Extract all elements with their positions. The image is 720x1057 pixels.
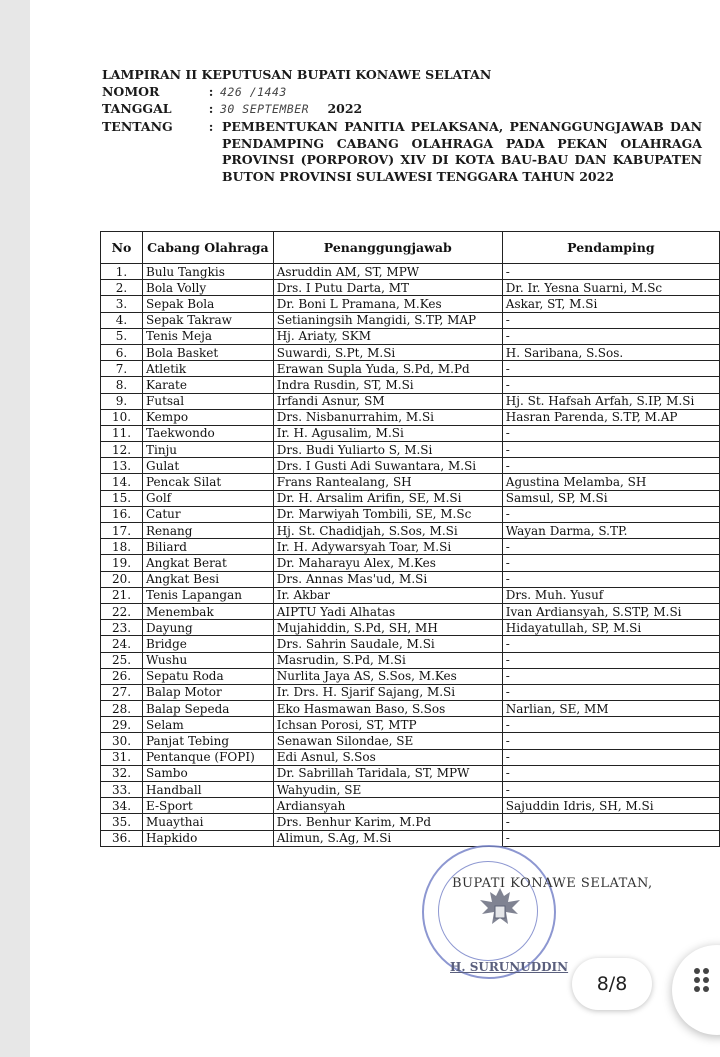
row-pendamping: Narlian, SE, MM: [502, 701, 719, 717]
row-cabang-olahraga: Tenis Lapangan: [143, 587, 274, 603]
dots-grid-icon[interactable]: [694, 968, 716, 1002]
row-cabang-olahraga: Dayung: [143, 620, 274, 636]
row-cabang-olahraga: Catur: [143, 506, 274, 522]
row-no: 18.: [101, 539, 143, 555]
row-penanggungjawab: Asruddin AM, ST, MPW: [273, 264, 502, 280]
row-cabang-olahraga: Selam: [143, 717, 274, 733]
row-penanggungjawab: Dr. Boni L Pramana, M.Kes: [273, 296, 502, 312]
signature-title: BUPATI KONAWE SELATAN,: [452, 876, 653, 891]
row-no: 21.: [101, 587, 143, 603]
row-cabang-olahraga: Sepak Takraw: [143, 312, 274, 328]
row-penanggungjawab: Drs. I Putu Darta, MT: [273, 280, 502, 296]
row-pendamping: -: [502, 328, 719, 344]
row-no: 8.: [101, 377, 143, 393]
row-penanggungjawab: Drs. Sahrin Saudale, M.Si: [273, 636, 502, 652]
row-penanggungjawab: Ir. H. Agusalim, M.Si: [273, 425, 502, 441]
row-cabang-olahraga: Wushu: [143, 652, 274, 668]
row-penanggungjawab: Mujahiddin, S.Pd, SH, MH: [273, 620, 502, 636]
row-no: 33.: [101, 782, 143, 798]
row-no: 1.: [101, 264, 143, 280]
row-cabang-olahraga: Hapkido: [143, 830, 274, 846]
row-cabang-olahraga: Karate: [143, 377, 274, 393]
header-pendamping: Pendamping: [502, 232, 719, 264]
row-pendamping: -: [502, 377, 719, 393]
table-row: [101, 539, 720, 555]
table-row: [101, 830, 720, 846]
row-pendamping: Ivan Ardiansyah, S.STP, M.Si: [502, 603, 719, 619]
row-penanggungjawab: Ir. H. Adywarsyah Toar, M.Si: [273, 539, 502, 555]
row-pendamping: -: [502, 684, 719, 700]
table-row: [101, 264, 720, 280]
row-pendamping: Askar, ST, M.Si: [502, 296, 719, 312]
row-no: 10.: [101, 409, 143, 425]
row-pendamping: -: [502, 361, 719, 377]
table-row: [101, 328, 720, 344]
table-row: [101, 782, 720, 798]
row-no: 9.: [101, 393, 143, 409]
nomor-line: [102, 84, 287, 100]
row-no: 15.: [101, 490, 143, 506]
row-no: 27.: [101, 684, 143, 700]
row-penanggungjawab: Irfandi Asnur, SM: [273, 393, 502, 409]
row-cabang-olahraga: Bola Volly: [143, 280, 274, 296]
row-no: 4.: [101, 312, 143, 328]
row-penanggungjawab: Ir. Akbar: [273, 587, 502, 603]
row-no: 12.: [101, 442, 143, 458]
row-penanggungjawab: Senawan Silondae, SE: [273, 733, 502, 749]
row-cabang-olahraga: Sepatu Roda: [143, 668, 274, 684]
row-no: 11.: [101, 425, 143, 441]
row-pendamping: -: [502, 652, 719, 668]
row-pendamping: -: [502, 539, 719, 555]
row-penanggungjawab: Dr. H. Arsalim Arifin, SE, M.Si: [273, 490, 502, 506]
table-row: [101, 425, 720, 441]
table-row: [101, 458, 720, 474]
table-row: [101, 555, 720, 571]
table-row: [101, 280, 720, 296]
row-cabang-olahraga: Pentanque (FOPI): [143, 749, 274, 765]
row-penanggungjawab: Hj. Ariaty, SKM: [273, 328, 502, 344]
row-no: 25.: [101, 652, 143, 668]
row-pendamping: Samsul, SP, M.Si: [502, 490, 719, 506]
tentang-line: [102, 119, 220, 135]
header-penanggungjawab: Penanggungjawab: [273, 232, 502, 264]
table-row: [101, 474, 720, 490]
row-cabang-olahraga: Atletik: [143, 361, 274, 377]
row-cabang-olahraga: Angkat Besi: [143, 571, 274, 587]
row-cabang-olahraga: Balap Sepeda: [143, 701, 274, 717]
row-no: 6.: [101, 344, 143, 360]
table-row: [101, 409, 720, 425]
row-cabang-olahraga: Panjat Tebing: [143, 733, 274, 749]
row-no: 32.: [101, 765, 143, 781]
table-row: [101, 571, 720, 587]
row-no: 16.: [101, 506, 143, 522]
row-cabang-olahraga: Biliard: [143, 539, 274, 555]
row-cabang-olahraga: Bulu Tangkis: [143, 264, 274, 280]
row-no: 22.: [101, 603, 143, 619]
page-indicator: 8/8: [572, 958, 652, 1010]
row-no: 23.: [101, 620, 143, 636]
row-cabang-olahraga: Gulat: [143, 458, 274, 474]
row-penanggungjawab: Ir. Drs. H. Sjarif Sajang, M.Si: [273, 684, 502, 700]
table-row: [101, 717, 720, 733]
row-no: 31.: [101, 749, 143, 765]
row-pendamping: -: [502, 442, 719, 458]
table-row: [101, 361, 720, 377]
row-no: 36.: [101, 830, 143, 846]
row-no: 3.: [101, 296, 143, 312]
row-pendamping: Hidayatullah, SP, M.Si: [502, 620, 719, 636]
tentang-colon: :: [208, 119, 214, 134]
table-row: [101, 377, 720, 393]
row-cabang-olahraga: Muaythai: [143, 814, 274, 830]
table-row: [101, 523, 720, 539]
table-row: [101, 684, 720, 700]
row-pendamping: -: [502, 749, 719, 765]
table-row: [101, 636, 720, 652]
row-penanggungjawab: Drs. Budi Yuliarto S, M.Si: [273, 442, 502, 458]
row-penanggungjawab: Suwardi, S.Pt, M.Si: [273, 344, 502, 360]
row-pendamping: Sajuddin Idris, SH, M.Si: [502, 798, 719, 814]
row-penanggungjawab: Drs. Annas Mas'ud, M.Si: [273, 571, 502, 587]
row-penanggungjawab: AIPTU Yadi Alhatas: [273, 603, 502, 619]
table-body: [101, 264, 720, 847]
table-row: [101, 490, 720, 506]
row-pendamping: Wayan Darma, S.TP.: [502, 523, 719, 539]
row-pendamping: -: [502, 264, 719, 280]
row-no: 20.: [101, 571, 143, 587]
row-no: 30.: [101, 733, 143, 749]
table-row: [101, 312, 720, 328]
row-penanggungjawab: Drs. Benhur Karim, M.Pd: [273, 814, 502, 830]
row-penanggungjawab: Wahyudin, SE: [273, 782, 502, 798]
row-cabang-olahraga: Angkat Berat: [143, 555, 274, 571]
row-penanggungjawab: Setianingsih Mangidi, S.TP, MAP: [273, 312, 502, 328]
row-cabang-olahraga: Balap Motor: [143, 684, 274, 700]
table-row: [101, 733, 720, 749]
row-cabang-olahraga: Menembak: [143, 603, 274, 619]
table-row: [101, 603, 720, 619]
row-no: 17.: [101, 523, 143, 539]
row-penanggungjawab: Edi Asnul, S.Sos: [273, 749, 502, 765]
row-cabang-olahraga: Sambo: [143, 765, 274, 781]
row-pendamping: -: [502, 830, 719, 846]
row-cabang-olahraga: Tenis Meja: [143, 328, 274, 344]
row-pendamping: -: [502, 506, 719, 522]
row-penanggungjawab: Drs. Nisbanurrahim, M.Si: [273, 409, 502, 425]
tanggal-value: 30 SEPTEMBER: [220, 102, 310, 116]
row-penanggungjawab: Indra Rusdin, ST, M.Si: [273, 377, 502, 393]
row-cabang-olahraga: Bridge: [143, 636, 274, 652]
table-row: [101, 668, 720, 684]
row-penanggungjawab: Dr. Marwiyah Tombili, SE, M.Sc: [273, 506, 502, 522]
row-pendamping: -: [502, 636, 719, 652]
row-pendamping: -: [502, 668, 719, 684]
row-cabang-olahraga: Golf: [143, 490, 274, 506]
assignment-table: [100, 231, 720, 847]
table-row: [101, 393, 720, 409]
header-no: No: [101, 232, 143, 264]
tentang-value: PEMBENTUKAN PANITIA PELAKSANA, PENANGGUNGJAWAB DAN PENDAMPING CABANG OLAHRAGA PADA PEKAN OLAHRAGA PROVINSI (PORPOROV) XIV DI KOTA BAU-BAU DAN KABUPATEN BUTON PROVINSI SULAWESI TENGGARA TAHUN 2022: [222, 119, 702, 184]
table-header-row: [101, 232, 720, 264]
row-no: 13.: [101, 458, 143, 474]
row-pendamping: H. Saribana, S.Sos.: [502, 344, 719, 360]
row-pendamping: -: [502, 765, 719, 781]
row-penanggungjawab: Alimun, S.Ag, M.Si: [273, 830, 502, 846]
table-row: [101, 814, 720, 830]
row-no: 29.: [101, 717, 143, 733]
table-row: [101, 344, 720, 360]
row-no: 2.: [101, 280, 143, 296]
row-cabang-olahraga: Pencak Silat: [143, 474, 274, 490]
row-pendamping: -: [502, 555, 719, 571]
tanggal-line: [102, 101, 362, 117]
row-pendamping: -: [502, 312, 719, 328]
row-pendamping: -: [502, 782, 719, 798]
table-row: [101, 442, 720, 458]
table-row: [101, 506, 720, 522]
row-cabang-olahraga: Futsal: [143, 393, 274, 409]
header-cabang-olahraga: Cabang Olahraga: [143, 232, 274, 264]
row-penanggungjawab: Hj. St. Chadidjah, S.Sos, M.Si: [273, 523, 502, 539]
row-pendamping: -: [502, 733, 719, 749]
row-pendamping: Dr. Ir. Yesna Suarni, M.Sc: [502, 280, 719, 296]
row-pendamping: -: [502, 717, 719, 733]
row-penanggungjawab: Dr. Sabrillah Taridala, ST, MPW: [273, 765, 502, 781]
row-pendamping: -: [502, 571, 719, 587]
row-cabang-olahraga: Taekwondo: [143, 425, 274, 441]
row-penanggungjawab: Ichsan Porosi, ST, MTP: [273, 717, 502, 733]
table-row: [101, 296, 720, 312]
row-no: 7.: [101, 361, 143, 377]
row-no: 19.: [101, 555, 143, 571]
nomor-value: 426 /1443: [220, 85, 287, 99]
table-row: [101, 620, 720, 636]
row-no: 28.: [101, 701, 143, 717]
row-cabang-olahraga: Handball: [143, 782, 274, 798]
row-pendamping: Hasran Parenda, S.TP, M.AP: [502, 409, 719, 425]
row-cabang-olahraga: Bola Basket: [143, 344, 274, 360]
row-pendamping: -: [502, 458, 719, 474]
table-row: [101, 701, 720, 717]
row-no: 24.: [101, 636, 143, 652]
table-row: [101, 587, 720, 603]
tentang-label: TENTANG: [102, 119, 173, 134]
row-no: 5.: [101, 328, 143, 344]
row-no: 34.: [101, 798, 143, 814]
signature-name: H. SURUNUDDIN: [450, 960, 569, 974]
row-penanggungjawab: Masrudin, S.Pd, M.Si: [273, 652, 502, 668]
row-penanggungjawab: Drs. I Gusti Adi Suwantara, M.Si: [273, 458, 502, 474]
row-penanggungjawab: Eko Hasmawan Baso, S.Sos: [273, 701, 502, 717]
row-no: 35.: [101, 814, 143, 830]
nomor-label: NOMOR: [102, 84, 160, 99]
nomor-colon: :: [208, 84, 214, 99]
table-row: [101, 798, 720, 814]
row-penanggungjawab: Nurlita Jaya AS, S.Sos, M.Kes: [273, 668, 502, 684]
table-row: [101, 652, 720, 668]
document-title: LAMPIRAN II KEPUTUSAN BUPATI KONAWE SELATAN: [102, 67, 492, 82]
row-penanggungjawab: Frans Rantealang, SH: [273, 474, 502, 490]
row-cabang-olahraga: E-Sport: [143, 798, 274, 814]
row-pendamping: -: [502, 425, 719, 441]
tanggal-year: 2022: [327, 101, 363, 116]
table-row: [101, 749, 720, 765]
row-penanggungjawab: Ardiansyah: [273, 798, 502, 814]
row-pendamping: Drs. Muh. Yusuf: [502, 587, 719, 603]
tanggal-label: TANGGAL: [102, 101, 172, 116]
row-pendamping: Agustina Melamba, SH: [502, 474, 719, 490]
table-row: [101, 765, 720, 781]
row-penanggungjawab: Dr. Maharayu Alex, M.Kes: [273, 555, 502, 571]
row-pendamping: -: [502, 814, 719, 830]
row-no: 14.: [101, 474, 143, 490]
tanggal-colon: :: [208, 101, 214, 116]
row-cabang-olahraga: Sepak Bola: [143, 296, 274, 312]
row-penanggungjawab: Erawan Supla Yuda, S.Pd, M.Pd: [273, 361, 502, 377]
row-cabang-olahraga: Kempo: [143, 409, 274, 425]
row-pendamping: Hj. St. Hafsah Arfah, S.IP, M.Si: [502, 393, 719, 409]
row-cabang-olahraga: Tinju: [143, 442, 274, 458]
row-no: 26.: [101, 668, 143, 684]
row-cabang-olahraga: Renang: [143, 523, 274, 539]
